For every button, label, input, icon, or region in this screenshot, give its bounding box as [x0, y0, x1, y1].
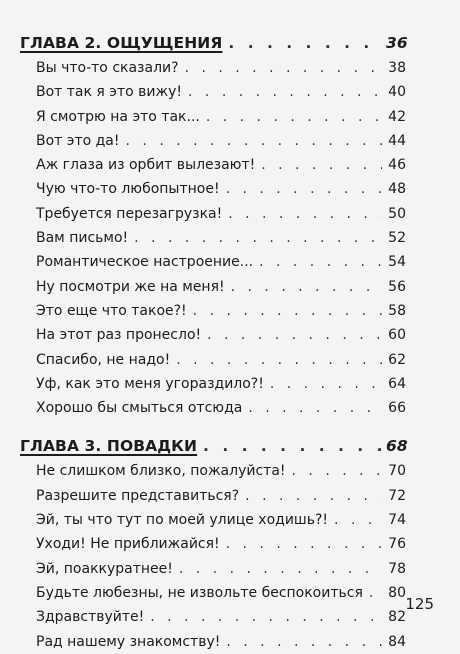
entry-title: Уходи! Не приближайся! [36, 536, 220, 553]
entry-page-number: 40 [388, 84, 406, 101]
dot-leader [176, 348, 382, 372]
toc-entry[interactable] [20, 372, 406, 396]
toc-entry[interactable] [20, 484, 406, 508]
entry-page-number: 64 [388, 375, 406, 392]
dot-leader [259, 250, 382, 274]
entry-page-number: 56 [388, 278, 406, 295]
dot-leader [226, 177, 382, 201]
entry-title: Эй, ты что тут по моей улице ходишь?! [36, 512, 329, 529]
dot-leader [245, 484, 382, 508]
toc-entry[interactable] [20, 129, 406, 153]
toc-entry[interactable] [20, 56, 406, 80]
dot-leader [226, 630, 382, 654]
entry-page-number: 46 [388, 157, 406, 174]
entry-title: Я смотрю на это так... [36, 108, 200, 125]
toc-entry[interactable] [20, 459, 406, 483]
dot-leader [369, 581, 382, 605]
entry-page-number: 66 [388, 400, 406, 417]
toc-entry[interactable] [20, 202, 406, 226]
entry-page-number: 48 [388, 181, 406, 198]
dot-leader [226, 532, 382, 556]
dot-leader [188, 80, 382, 104]
entry-page-number: 50 [388, 205, 406, 222]
dot-leader [248, 396, 382, 420]
entry-title: Спасибо, не надо! [36, 351, 171, 368]
dot-leader [292, 459, 382, 483]
toc-entry[interactable] [20, 153, 406, 177]
entry-page-number: 58 [388, 302, 406, 319]
entry-title: Рад нашему знакомству! [36, 633, 221, 650]
page-number: 125 [405, 595, 434, 613]
entry-title: Эй, поаккуратнее! [36, 560, 173, 577]
entry-title: Романтическое настроение... [36, 254, 254, 271]
toc-entry[interactable] [20, 323, 406, 347]
chapter-spacer [20, 420, 406, 434]
entry-page-number: 52 [388, 230, 406, 247]
chapter-title: ГЛАВА 2. ОЩУЩЕНИЯ [20, 34, 223, 52]
entry-page-number: 76 [388, 536, 406, 553]
toc-entry[interactable] [20, 177, 406, 201]
entry-page-number: 78 [388, 560, 406, 577]
dot-leader [261, 153, 382, 177]
toc-entry[interactable] [20, 581, 406, 605]
toc-entry[interactable] [20, 605, 406, 629]
chapter-page-number: 68 [386, 437, 408, 456]
toc-entry[interactable] [20, 250, 406, 274]
dot-leader [334, 508, 382, 532]
dot-leader [206, 105, 382, 129]
entry-title: На этот раз пронесло! [36, 327, 202, 344]
entry-title: Уф, как это меня угораздило?! [36, 375, 264, 392]
entry-title: Вам письмо! [36, 230, 129, 247]
entry-page-number: 42 [388, 108, 406, 125]
entry-title: Хорошо бы смыться отсюда [36, 400, 243, 417]
chapter-heading[interactable] [20, 434, 406, 459]
toc-entry[interactable] [20, 348, 406, 372]
table-of-contents [20, 31, 406, 654]
entry-page-number: 44 [388, 132, 406, 149]
entry-title: Будьте любезны, не извольте беспокоиться [36, 584, 363, 601]
toc-entry[interactable] [20, 226, 406, 250]
entry-title: Не слишком близко, пожалуйста! [36, 463, 286, 480]
dot-leader [228, 31, 382, 56]
dot-leader [203, 434, 382, 459]
entry-page-number: 54 [388, 254, 406, 271]
dot-leader [193, 299, 382, 323]
toc-entry[interactable] [20, 80, 406, 104]
dot-leader [231, 275, 382, 299]
chapter-page-number: 36 [386, 34, 408, 52]
toc-entry[interactable] [20, 557, 406, 581]
entry-page-number: 70 [388, 463, 406, 480]
entry-title: Аж глаза из орбит вылезают! [36, 157, 256, 174]
dot-leader [228, 202, 382, 226]
toc-entry[interactable] [20, 532, 406, 556]
entry-page-number: 60 [388, 327, 406, 344]
toc-entry[interactable] [20, 396, 406, 420]
entry-title: Это еще что такое?! [36, 302, 187, 319]
entry-title: Разрешите представиться? [36, 487, 240, 504]
toc-entry[interactable] [20, 299, 406, 323]
dot-leader [179, 557, 382, 581]
entry-title: Требуется перезагрузка! [36, 205, 223, 222]
entry-page-number: 84 [388, 633, 406, 650]
entry-title: Чую что-то любопытное! [36, 181, 220, 198]
toc-entry[interactable] [20, 275, 406, 299]
dot-leader [150, 605, 382, 629]
entry-page-number: 80 [388, 584, 406, 601]
toc-entry[interactable] [20, 105, 406, 129]
chapter-title: ГЛАВА 3. ПОВАДКИ [20, 437, 198, 456]
dot-leader [207, 323, 382, 347]
dot-leader [126, 129, 382, 153]
dot-leader [185, 56, 382, 80]
entry-title: Вот это да! [36, 132, 120, 149]
chapter-heading[interactable] [20, 31, 406, 56]
entry-title: Здравствуйте! [36, 609, 145, 626]
toc-entry[interactable] [20, 630, 406, 654]
entry-page-number: 38 [388, 60, 406, 76]
entry-title: Вы что-то сказали? [36, 60, 179, 76]
toc-entry[interactable] [20, 508, 406, 532]
entry-page-number: 82 [388, 609, 406, 626]
dot-leader [270, 372, 382, 396]
dot-leader [134, 226, 382, 250]
entry-title: Ну посмотри же на меня! [36, 278, 225, 295]
entry-page-number: 72 [388, 487, 406, 504]
entry-page-number: 74 [388, 512, 406, 529]
entry-title: Вот так я это вижу! [36, 84, 183, 101]
entry-page-number: 62 [388, 351, 406, 368]
